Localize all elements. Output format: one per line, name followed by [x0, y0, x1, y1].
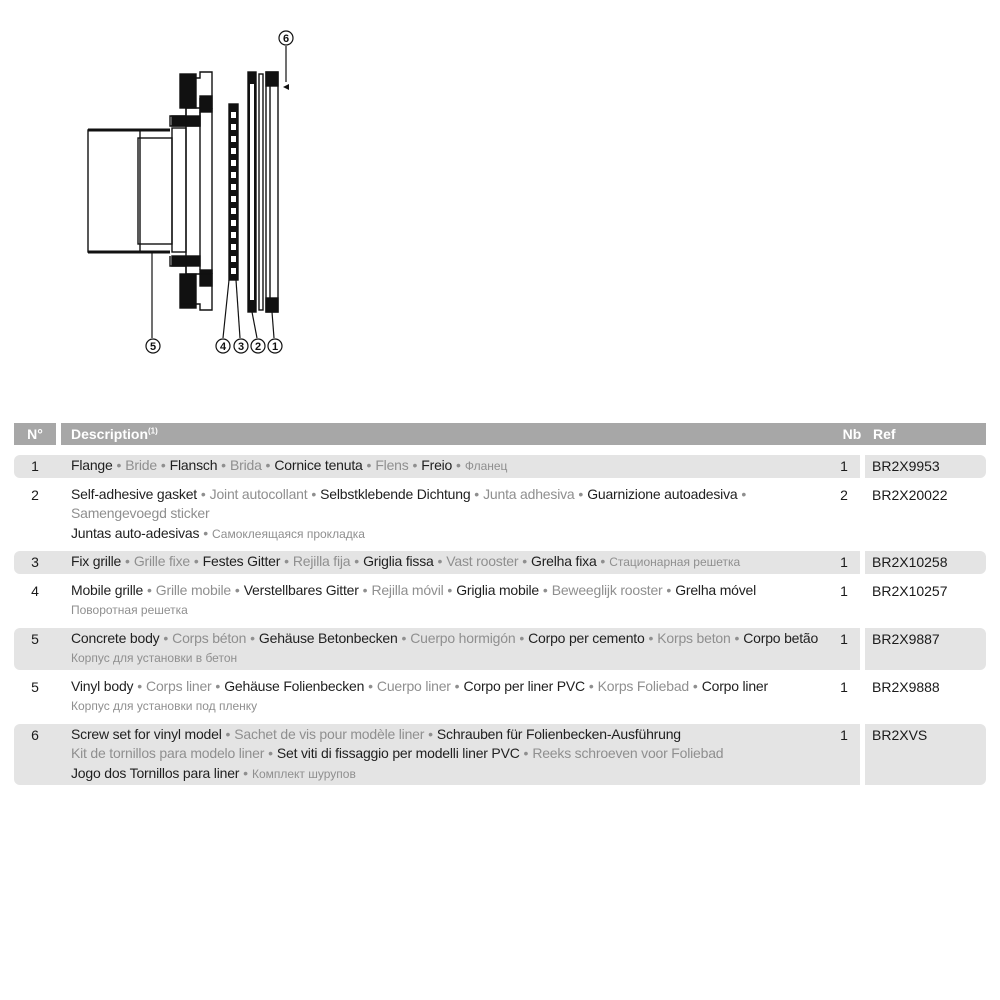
row-number: 1	[31, 458, 39, 474]
cornice	[266, 72, 278, 312]
parts-table	[14, 423, 986, 791]
description-term: Concrete body	[71, 629, 160, 646]
bullet-separator: •	[644, 629, 658, 646]
bullet-separator: •	[450, 677, 464, 694]
description-term: Joint autocollant	[209, 485, 308, 502]
bullet-separator: •	[350, 553, 364, 569]
row-description	[71, 676, 831, 718]
bullet-separator: •	[307, 485, 321, 502]
bullet-separator: •	[264, 745, 277, 761]
description-term: Griglia fissa	[363, 553, 434, 569]
exploded-view-diagram	[0, 0, 400, 380]
table-row	[14, 455, 986, 478]
description-line	[71, 725, 831, 745]
row-number: 5	[31, 630, 39, 647]
bullet-separator: •	[737, 485, 747, 502]
bullet-separator: •	[662, 581, 676, 598]
bullet-separator: •	[539, 581, 552, 598]
description-term: Verstellbares Gitter	[243, 581, 359, 598]
description-term: Grelha fixa	[531, 553, 597, 569]
description-term: Grelha móvel	[675, 581, 757, 598]
body-pipe-outer	[88, 130, 140, 252]
description-term: Corps liner	[146, 677, 212, 694]
description-term: Rejilla fija	[292, 553, 351, 569]
row-number: 6	[31, 726, 39, 743]
description-term: Flansch	[169, 457, 218, 473]
description-term: Juntas auto-adesivas	[71, 524, 200, 541]
header-reference: Ref	[865, 423, 986, 445]
description-line	[71, 696, 831, 717]
description-term: Brida	[229, 457, 262, 473]
table-header	[14, 423, 986, 445]
row-description	[71, 551, 831, 574]
description-term: Guarnizione autoadesiva	[587, 485, 738, 502]
row-description	[71, 580, 831, 622]
description-term: Gehäuse Betonbecken	[258, 629, 398, 646]
body-pipe-inner	[138, 138, 172, 244]
description-term: Korps beton	[657, 629, 731, 646]
row-quantity: 1	[840, 630, 848, 647]
bullet-separator: •	[364, 677, 377, 694]
description-term: Corpo liner	[701, 677, 768, 694]
description-term: Sachet de vis pour modèle liner	[234, 725, 425, 742]
bullet-separator: •	[239, 764, 252, 781]
bullet-separator: •	[196, 485, 210, 502]
callout-5-label: 5	[149, 341, 157, 353]
bullet-separator: •	[133, 677, 147, 694]
mobile-grille	[229, 104, 238, 280]
row-description	[71, 455, 831, 478]
description-term: Vinyl body	[71, 677, 134, 694]
table-row	[14, 484, 986, 546]
description-term: Rejilla móvil	[371, 581, 444, 598]
bullet-separator: •	[433, 553, 447, 569]
description-line	[71, 524, 831, 545]
description-line	[71, 648, 831, 669]
gasket	[259, 74, 263, 310]
header-description-note: (1)	[148, 426, 158, 436]
description-term: Комплект шурупов	[251, 766, 356, 781]
description-term: Beweeglijk rooster	[551, 581, 663, 598]
description-term: Самоклеящаяся прокладка	[212, 526, 365, 541]
header-description-label: Description	[71, 426, 149, 442]
row-number: 2	[31, 486, 39, 503]
row-number: 4	[31, 582, 39, 599]
description-term: Jogo dos Tornillos para liner	[71, 764, 240, 781]
description-term: Griglia mobile	[456, 581, 540, 598]
description-term: Junta adhesiva	[483, 485, 575, 502]
table-row	[14, 628, 986, 670]
row-reference: BR2X9953	[872, 458, 940, 474]
callout-2-label: 2	[254, 341, 262, 353]
description-line	[71, 629, 831, 649]
bullet-separator: •	[358, 581, 372, 598]
description-term: Kit de tornillos para modelo liner	[71, 745, 265, 761]
description-line	[71, 677, 831, 697]
description-term: Selbstklebende Dichtung	[320, 485, 471, 502]
description-term: Поворотная решетка	[71, 603, 188, 617]
description-line	[71, 456, 831, 477]
row-description	[71, 628, 831, 670]
bullet-separator: •	[362, 457, 376, 473]
row-quantity: 1	[840, 458, 848, 474]
description-term: Стационарная решетка	[609, 555, 741, 569]
description-term: Fix grille	[71, 553, 122, 569]
row-reference: BR2X10258	[872, 554, 948, 570]
bullet-separator: •	[189, 553, 203, 569]
bullet-separator: •	[156, 457, 170, 473]
description-term: Grille fixe	[133, 553, 190, 569]
row-quantity: 1	[840, 582, 848, 599]
description-term: Cuerpo liner	[376, 677, 451, 694]
callout-6-label: 6	[282, 33, 290, 45]
description-line	[71, 764, 831, 785]
description-term: Corpo per cemento	[528, 629, 645, 646]
row-description	[71, 484, 831, 546]
bullet-separator: •	[199, 524, 212, 541]
bullet-separator: •	[518, 553, 532, 569]
row-quantity: 1	[840, 554, 848, 570]
description-term: Cornice tenuta	[274, 457, 363, 473]
description-term: Flens	[375, 457, 409, 473]
bullet-separator: •	[730, 629, 744, 646]
row-reference: BR2X20022	[872, 486, 948, 503]
bullet-separator: •	[231, 581, 244, 598]
bullet-separator: •	[217, 457, 230, 473]
bullet-separator: •	[424, 725, 437, 742]
row-number: 3	[31, 554, 39, 570]
row-description	[71, 724, 831, 786]
row-quantity: 1	[840, 726, 848, 743]
bullet-separator: •	[246, 629, 259, 646]
header-number: N°	[14, 423, 56, 445]
bullet-separator: •	[574, 485, 588, 502]
bullet-separator: •	[221, 725, 235, 742]
bullet-separator: •	[596, 553, 610, 569]
description-term: Vast rooster	[446, 553, 519, 569]
table-row	[14, 676, 986, 718]
bullet-separator: •	[584, 677, 598, 694]
table-row	[14, 580, 986, 622]
row-quantity: 1	[840, 678, 848, 695]
bullet-separator: •	[261, 457, 275, 473]
row-reference: BR2X9888	[872, 678, 940, 695]
description-line	[71, 485, 831, 524]
table-row	[14, 551, 986, 574]
description-term: Gehäuse Folienbecken	[224, 677, 365, 694]
bullet-separator: •	[211, 677, 225, 694]
bullet-separator: •	[280, 553, 293, 569]
bullet-separator: •	[143, 581, 156, 598]
description-term: Mobile grille	[71, 581, 144, 598]
description-term: Corpo betão	[743, 629, 819, 646]
description-term: Freio	[421, 457, 453, 473]
bullet-separator: •	[112, 457, 126, 473]
description-term: Korps Foliebad	[597, 677, 690, 694]
bullet-separator: •	[515, 629, 529, 646]
description-line	[71, 744, 831, 764]
description-term: Screw set for vinyl model	[71, 725, 222, 742]
description-term: Flange	[71, 457, 113, 473]
callout-1-label: 1	[271, 341, 279, 353]
description-term: Фланец	[464, 459, 508, 473]
description-term: Reeks schroeven voor Foliebad	[532, 745, 724, 761]
row-quantity: 2	[840, 486, 848, 503]
header-quantity: Nb	[830, 423, 874, 445]
description-line	[71, 552, 831, 573]
description-term: Bride	[125, 457, 157, 473]
description-term: Corps béton	[172, 629, 247, 646]
callout-4-label: 4	[219, 341, 227, 353]
description-term: Festes Gitter	[202, 553, 281, 569]
description-line	[71, 600, 831, 621]
bullet-separator: •	[443, 581, 457, 598]
bullet-separator: •	[121, 553, 134, 569]
bullet-separator: •	[689, 677, 702, 694]
description-term: Grille mobile	[155, 581, 231, 598]
bullet-separator: •	[159, 629, 173, 646]
description-term: Корпус для установки в бетон	[71, 651, 238, 665]
row-reference: BR2X10257	[872, 582, 948, 599]
description-term: Self-adhesive gasket	[71, 485, 197, 502]
description-term: Samengevoegd sticker	[71, 505, 210, 521]
row-number: 5	[31, 678, 39, 695]
description-line	[71, 581, 831, 601]
description-term: Cuerpo hormigón	[410, 629, 516, 646]
bullet-separator: •	[452, 457, 465, 473]
bullet-separator: •	[408, 457, 422, 473]
row-reference: BR2XVS	[872, 726, 928, 743]
bullet-separator: •	[470, 485, 484, 502]
bullet-separator: •	[397, 629, 411, 646]
table-row	[14, 724, 986, 786]
table-body	[14, 455, 986, 785]
bullet-separator: •	[519, 745, 533, 761]
description-term: Корпус для установки под пленку	[71, 699, 258, 713]
callout-3-label: 3	[237, 341, 245, 353]
description-term: Schrauben für Folienbecken-Ausführung	[436, 725, 681, 742]
row-reference: BR2X9887	[872, 630, 940, 647]
description-term: Set viti di fissaggio per modelli liner PVC	[276, 745, 520, 761]
description-term: Corpo per liner PVC	[463, 677, 585, 694]
header-description	[61, 423, 857, 445]
